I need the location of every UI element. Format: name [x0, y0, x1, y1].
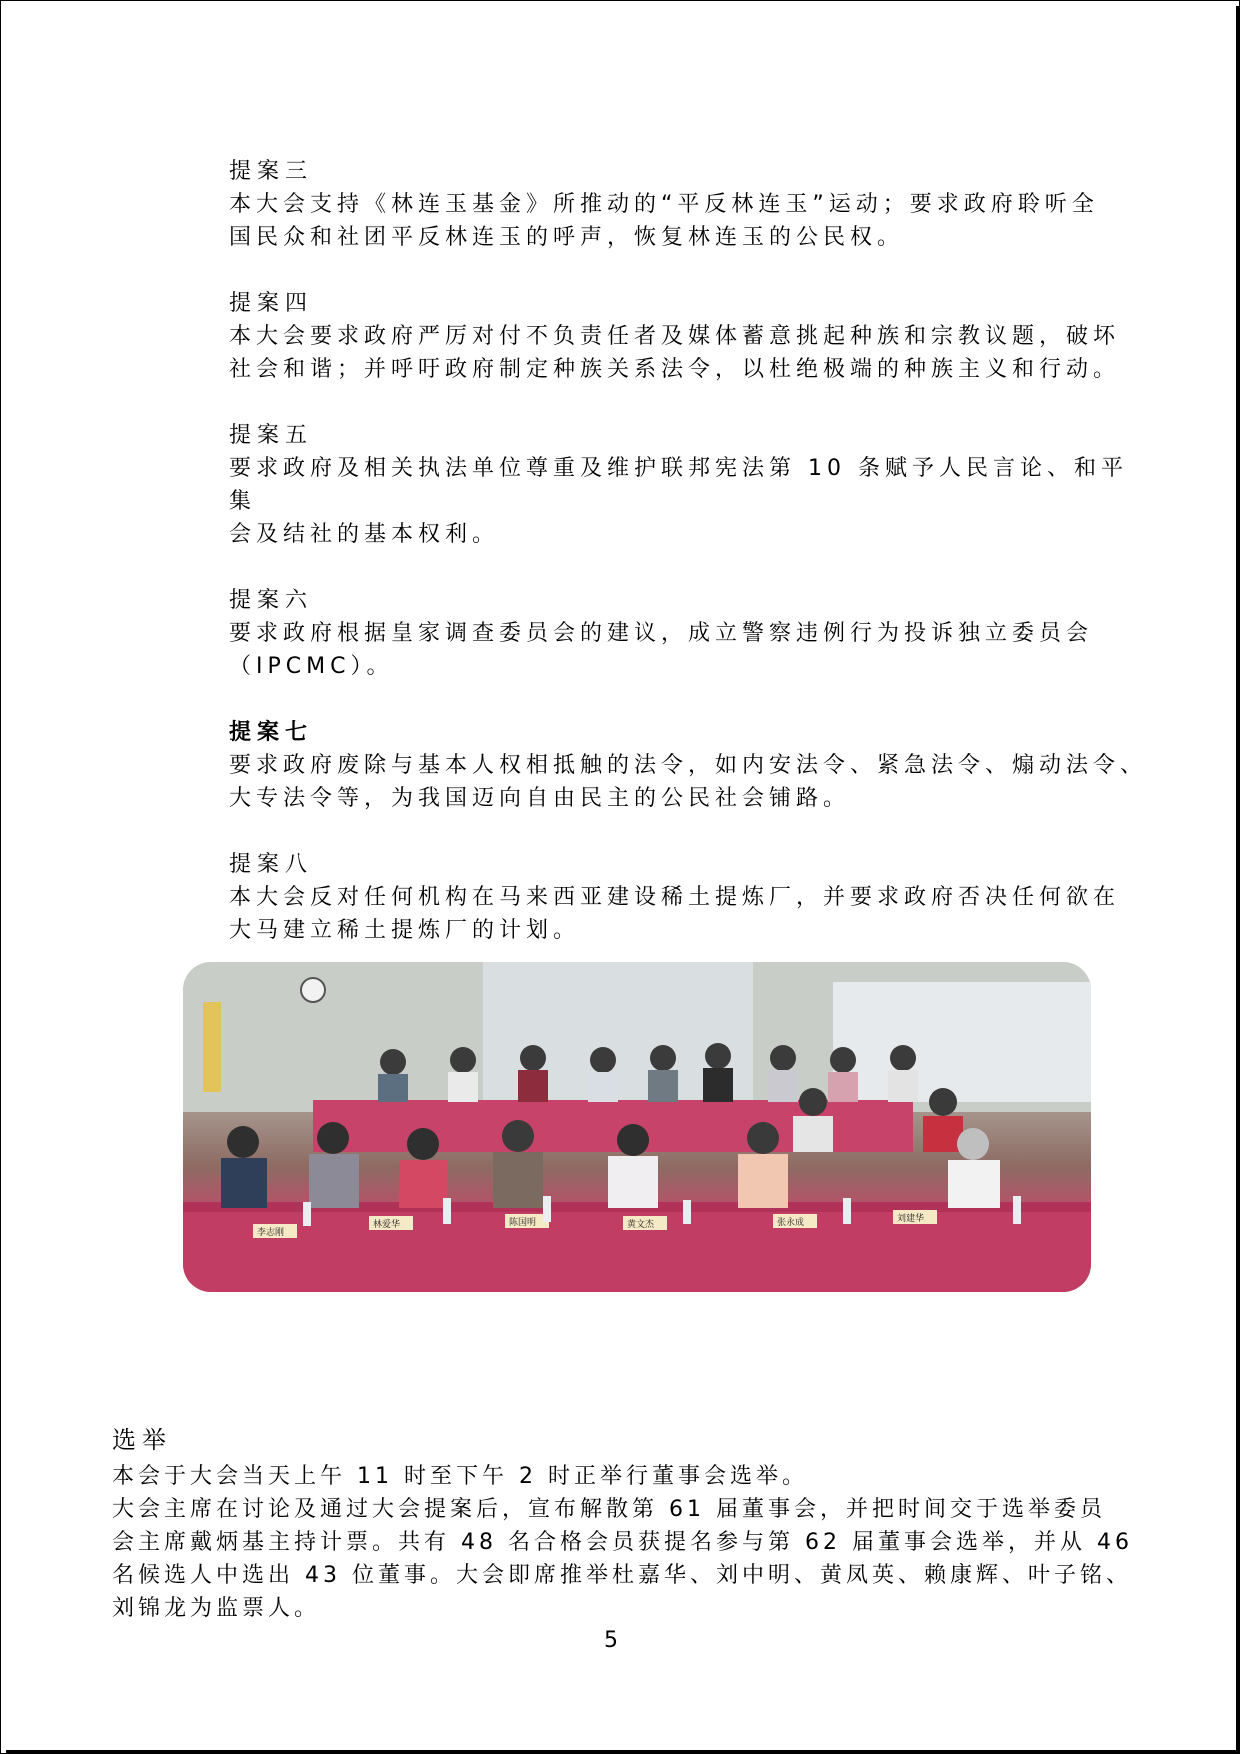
motion-line: 要求政府根据皇家调查委员会的建议，成立警察违例行为投诉独立委员会 — [229, 621, 1094, 646]
motion-5 — [229, 420, 1149, 551]
paragraph-line: 会主席戴炳基主持计票。共有 48 名合格会员获提名参与第 62 届董事会选举，并从 46 — [112, 1530, 1133, 1555]
name-card: 陈国明 — [509, 1218, 537, 1228]
page-number: 5 — [604, 1628, 618, 1653]
motion-line: （IPCMC）。 — [229, 654, 394, 679]
motion-title: 提案六 — [229, 588, 314, 613]
paragraph-line: 大会主席在讨论及通过大会提案后，宣布解散第 61 届董事会，并把时间交于选举委员 — [112, 1497, 1106, 1522]
section-heading: 选举 — [112, 1426, 172, 1454]
motion-title: 提案五 — [229, 423, 314, 448]
motion-line: 本大会支持《林连玉基金》所推动的“平反林连玉”运动；要求政府聆听全 — [229, 192, 1099, 217]
motion-body — [229, 617, 1149, 683]
name-card: 林爱华 — [373, 1220, 401, 1230]
motion-body — [229, 452, 1149, 551]
motion-line: 本大会要求政府严厉对付不负责任者及媒体蓄意挑起种族和宗教议题，破坏 — [229, 324, 1121, 349]
motion-title: 提案三 — [229, 159, 314, 184]
motion-line: 要求政府废除与基本人权相抵触的法令，如内安法令、紧急法令、煽动法令、 — [229, 753, 1148, 778]
motion-3 — [229, 156, 1149, 254]
meeting-photo-illustration — [183, 962, 1091, 1292]
motion-line: 会及结社的基本权利。 — [229, 522, 500, 547]
page-shadow-bottom — [6, 1750, 1240, 1754]
election-body — [112, 1460, 1152, 1625]
page-shadow-right — [1236, 6, 1240, 1754]
motion-line: 国民众和社团平反林连玉的呼声，恢复林连玉的公民权。 — [229, 225, 905, 250]
paragraph-line: 本会于大会当天上午 11 时至下午 2 时正举行董事会选举。 — [112, 1464, 808, 1489]
motion-8 — [229, 849, 1149, 947]
motion-title: 提案八 — [229, 852, 314, 877]
motion-line: 本大会反对任何机构在马来西亚建设稀土提炼厂，并要求政府否决任何欲在 — [229, 885, 1121, 910]
motion-line: 大专法令等，为我国迈向自由民主的公民社会铺路。 — [229, 786, 851, 811]
paragraph-line: 名候选人中选出 43 位董事。大会即席推举杜嘉华、刘中明、黄凤英、赖康辉、叶子铭、 — [112, 1563, 1132, 1588]
motion-body — [229, 881, 1149, 947]
motion-body — [229, 749, 1149, 815]
motion-line: 大马建立稀土提炼厂的计划。 — [229, 918, 581, 943]
name-card: 黄文杰 — [627, 1220, 655, 1230]
motion-title: 提案四 — [229, 291, 314, 316]
motion-line: 社会和谐；并呼吁政府制定种族关系法令，以杜绝极端的种族主义和行动。 — [229, 357, 1121, 382]
meeting-photo — [183, 962, 1091, 1292]
name-card: 刘建华 — [897, 1214, 925, 1224]
motions-section — [229, 156, 1149, 981]
motion-line: 要求政府及相关执法单位尊重及维护联邦宪法第 10 条赋予人民言论、和平集 — [229, 456, 1128, 514]
election-section — [112, 1422, 1152, 1625]
motion-body — [229, 188, 1149, 254]
motion-title: 提案七 — [229, 720, 314, 745]
name-card: 张永成 — [777, 1218, 805, 1228]
motion-6 — [229, 585, 1149, 683]
motion-body — [229, 320, 1149, 386]
name-card: 李志刚 — [257, 1228, 285, 1238]
motion-4 — [229, 288, 1149, 386]
paragraph-line: 刘锦龙为监票人。 — [112, 1596, 321, 1621]
motion-7 — [229, 717, 1149, 815]
